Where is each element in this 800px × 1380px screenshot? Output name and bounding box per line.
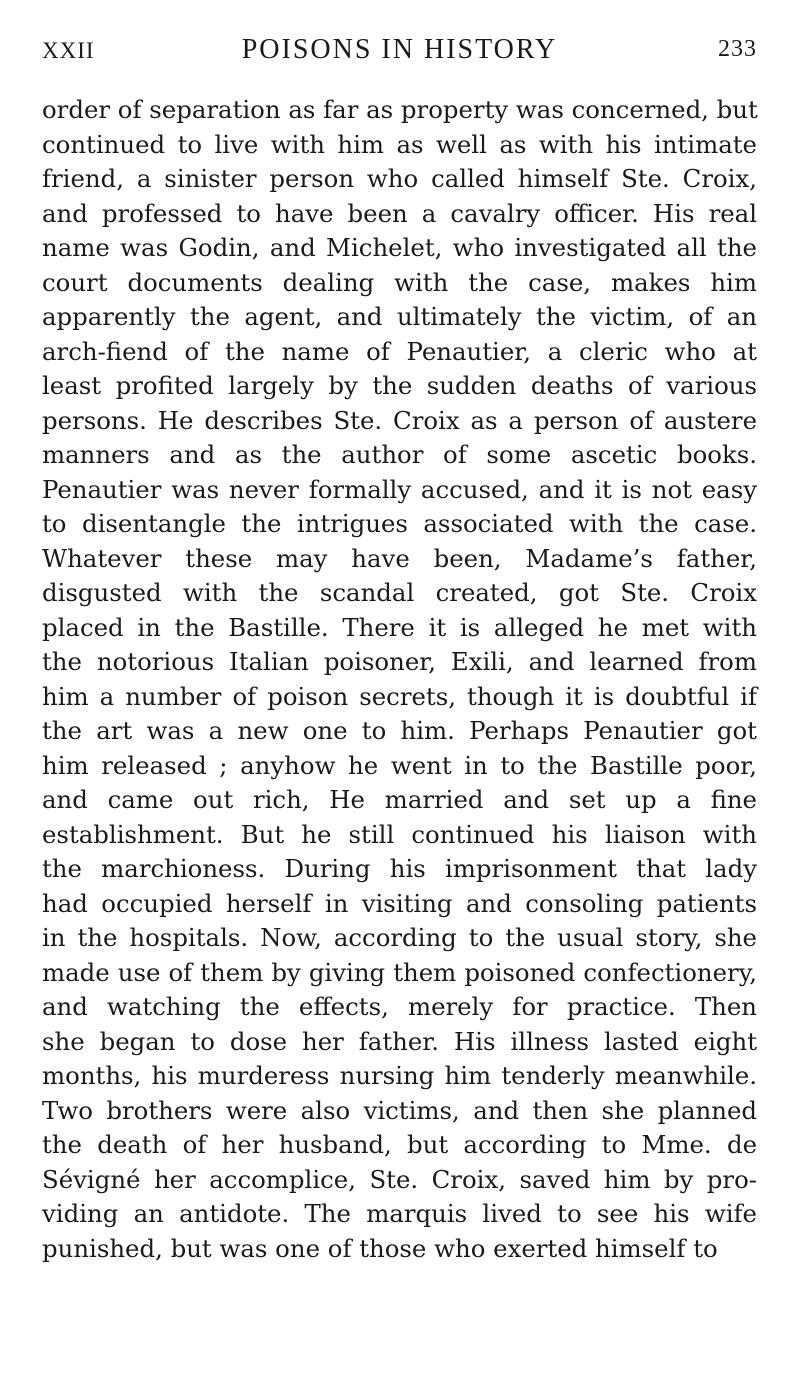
text-line: and professed to have been a cavalry officer. His real: [42, 198, 757, 228]
text-line: in the hospitals. Now, according to the usual story, she: [42, 923, 757, 952]
body-text: [42, 93, 757, 1266]
text-line: punished, but was one of those who exerted himself to: [42, 1233, 718, 1263]
text-line: placed in the Bastille. There it is alleged he met with: [42, 612, 757, 642]
text-line: apparently the agent, and ultimately the victim, of an: [42, 302, 757, 331]
running-head: [42, 30, 757, 80]
text-line: least profited largely by the sudden deaths of various: [42, 371, 757, 400]
text-line: arch-fiend of the name of Penautier, a cleric who at: [42, 336, 757, 366]
text-line: the marchioness. During his imprisonment that lady: [42, 854, 757, 883]
text-line: name was Godin, and Michelet, who investigated all the: [42, 233, 757, 262]
text-line: order of separation as far as property was concerned, but: [42, 95, 758, 124]
text-line: him released ; anyhow he went in to the Bastille poor,: [42, 750, 757, 780]
text-line: Whatever these may have been, Madame’s father,: [42, 543, 757, 573]
text-line: disgusted with the scandal created, got Ste. Croix: [42, 578, 757, 607]
text-line: Penautier was never formally accused, and it is not easy: [42, 474, 757, 504]
text-line: persons. He describes Ste. Croix as a person of austere: [42, 405, 757, 435]
text-line: establishment. But he still continued his liaison with: [42, 819, 757, 849]
text-line: had occupied herself in visiting and consoling patients: [42, 888, 757, 918]
text-line: the death of her husband, but according to Mme. de: [42, 1130, 757, 1159]
text-line: court documents dealing with the case, makes him: [42, 267, 757, 297]
text-line: to disentangle the intrigues associated with the case.: [42, 509, 757, 538]
text-line: the notorious Italian poisoner, Exili, and learned from: [42, 647, 757, 676]
text-line: Two brothers were also victims, and then she planned: [42, 1095, 757, 1125]
text-line: viding an antidote. The marquis lived to see his wife: [42, 1199, 757, 1228]
running-title: POISONS IN HISTORY: [241, 34, 558, 65]
text-line: Sévigné her accomplice, Ste. Croix, saved him by pro-: [42, 1164, 757, 1194]
text-line: made use of them by giving them poisoned confectionery,: [42, 957, 757, 987]
text-line: and watching the effects, merely for practice. Then: [42, 992, 757, 1021]
text-line: she began to dose her father. His illness lasted eight: [42, 1026, 757, 1056]
text-line: manners and as the author of some ascetic books.: [42, 440, 757, 469]
text-line: and came out rich, He married and set up a fine: [42, 785, 757, 814]
text-line: him a number of poison secrets, though it is doubtful if: [42, 681, 757, 711]
page-number: 233: [718, 36, 757, 62]
text-line: the art was a new one to him. Perhaps Penautier got: [42, 716, 757, 745]
chapter-number: XXII: [42, 38, 95, 63]
text-line: friend, a sinister person who called himself Ste. Croix,: [42, 164, 757, 193]
text-line: continued to live with him as well as with his intimate: [42, 129, 757, 159]
text-line: months, his murderess nursing him tenderly meanwhile.: [42, 1061, 757, 1090]
